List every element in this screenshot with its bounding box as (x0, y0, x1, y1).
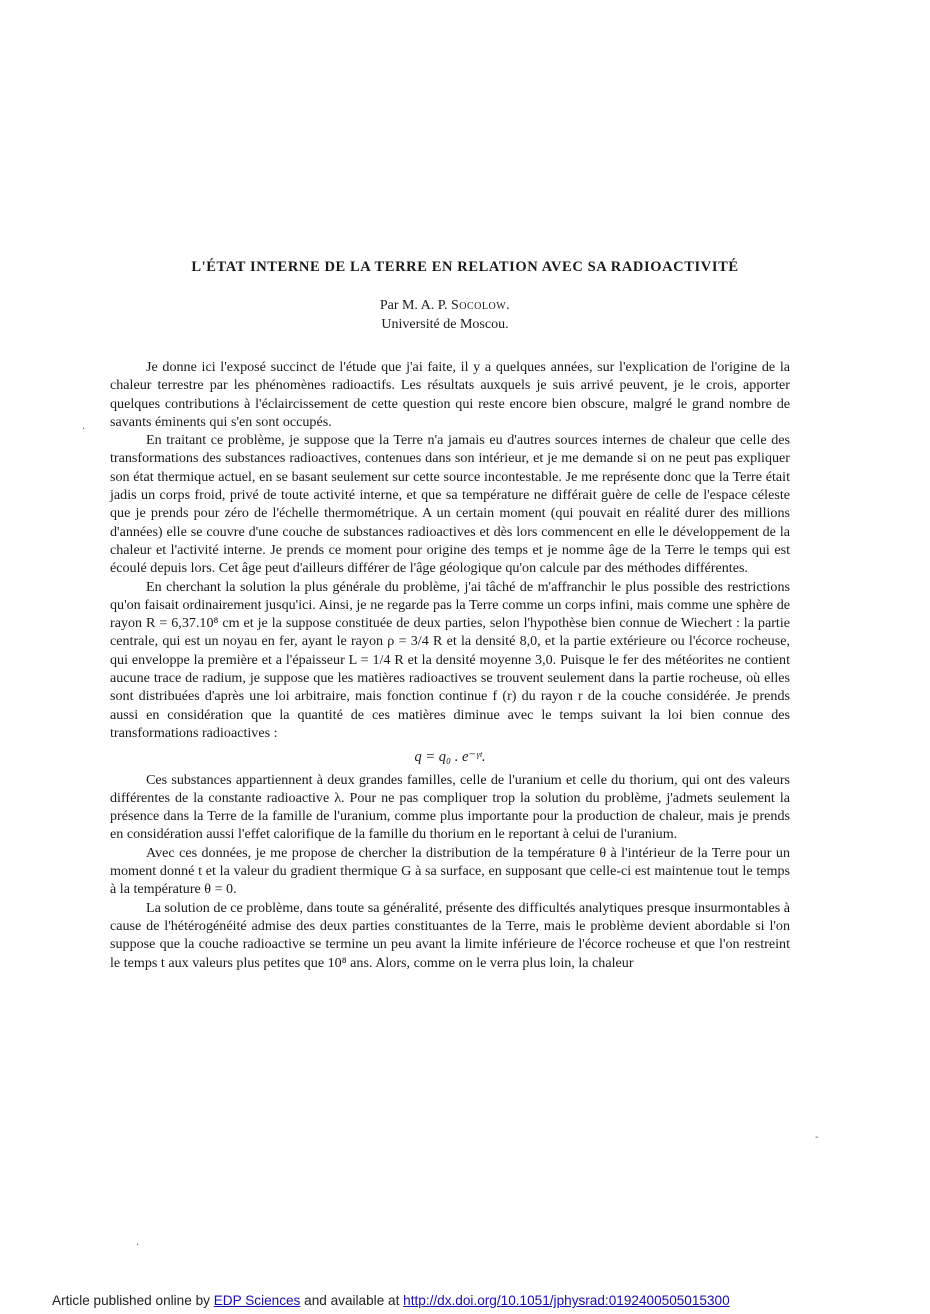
paragraph: La solution de ce problème, dans toute sa généralité, présente des difficultés analytiques presque insurmontables à cause de l'hétérogénéité admise des deux parties constituantes de la Terre, mais le problème devient abordable si l'on suppose que la couche radioactive se termine un peu avant la limite inférieure de l'écorce rocheuse et que l'on restreint le temps t aux valeurs plus petites que 10⁸ ans. Alors, comme on le verra plus loin, la chaleur (110, 899, 790, 971)
author-block (0, 296, 890, 334)
paragraph: Je donne ici l'exposé succinct de l'étude que j'ai faite, il y a quelques années, sur l'explication de l'origine de la chaleur terrestre par les phénomènes radioactifs. Les résultats auxquels je suis arrivé peuvent, je le crois, apporter quelques contributions à l'éclaircissement de cette question qui reste encore bien obscure, malgré le grand nombre de savants éminents qui s'en sont occupés. (110, 359, 790, 430)
doi-link[interactable]: http://dx.doi.org/10.1051/jphysrad:0192400505015300 (403, 1293, 730, 1308)
article-body (110, 358, 790, 972)
paragraph: Ces substances appartiennent à deux grandes familles, celle de l'uranium et celle du thorium, qui ont des valeurs différentes de la constante radioactive λ. Pour ne pas compliquer trop la solution du problème, j'admets seulement la présence dans la Terre de la famille de l'uranium, comme plus importante pour la production de chaleur, mais je prends en considération aussi l'effet calorifique de la famille du thorium en le reportant à celui de l'uranium. (110, 771, 790, 843)
author-affiliation: Université de Moscou. (381, 317, 509, 332)
paragraph: En cherchant la solution la plus générale du problème, j'ai tâché de m'affranchir le plus possible des restrictions qu'on faisait ordinairement jusqu'ici. Ainsi, je ne regarde pas la Terre comme un corps infini, mais comme une sphère de rayon R = 6,37.10⁸ cm et je la suppose constituée de deux parties, selon l'hypothèse bien connue de Wiechert : la partie centrale, qui est un noyau en fer, ayant le rayon ρ = 3/4 R et la densité 8,0, et la partie extérieure ou l'écorce rocheuse, qui enveloppe la première et a l'épaisseur L = 1/4 R et la densité moyenne 3,0. Puisque le fer des météorites ne contient aucune trace de radium, je suppose que les matières radioactives se trouvent seulement dans la partie rocheuse, où elles sont distribuées d'après une loi arbitraire, mais fonction continue f (r) du rayon r de la couche considérée. Je prends aussi en considération que la quantité de ces matières diminue avec le temps suivant la loi bien connue des transformations radioactives : (110, 578, 790, 741)
publisher-link[interactable]: EDP Sciences (213, 1293, 301, 1308)
paragraph: En traitant ce problème, je suppose que la Terre n'a jamais eu d'autres sources internes de chaleur que celle des transformations des substances radioactives, contenues dans son intérieur, et je me demande si on ne peut pas expliquer son état thermique actuel, en se basant seulement sur cette source incontestable. Je me représente donc que la Terre était jadis un corps froid, privé de toute activité interne, et que sa température ne différait guère de celle de l'espace céleste que je prends pour zéro de l'échelle thermométrique. A un certain moment (qui pouvait en réalité durer des millions d'années) elle se couvre d'une couche de substances radioactives et dès lors commencent en elle le développement de la chaleur et l'activité interne. Je prends ce moment pour origine des temps et je nomme âge de la Terre le temps qui est écoulé depuis lors. Cet âge peut d'ailleurs différer de l'âge géologique qu'on calcule par des méthodes différentes. (110, 432, 790, 577)
author-name: Socolow. (451, 298, 511, 313)
author-line (0, 296, 890, 315)
scan-speck: · (136, 1240, 140, 1251)
footer-prefix: Article published online by (52, 1293, 210, 1308)
article-title: L'ÉTAT INTERNE DE LA TERRE EN RELATION AVEC SA RADIOACTIVITÉ (191, 259, 739, 275)
decay-formula: q = q₀ . e⁻ᵞᵗ. (414, 749, 486, 766)
footer-middle: and available at (304, 1293, 400, 1308)
paragraph: Avec ces données, je me propose de chercher la distribution de la température θ à l'intérieur de la Terre pour un moment donné t et la valeur du gradient thermique G à sa surface, en supposant que celle-ci est maintenue tout le temps à la température θ = 0. (110, 844, 790, 898)
scan-speck: - (815, 1132, 819, 1143)
publisher-footer (52, 1293, 730, 1308)
author-prefix: Par M. A. P. (379, 298, 448, 313)
scan-speck: · (82, 424, 86, 435)
